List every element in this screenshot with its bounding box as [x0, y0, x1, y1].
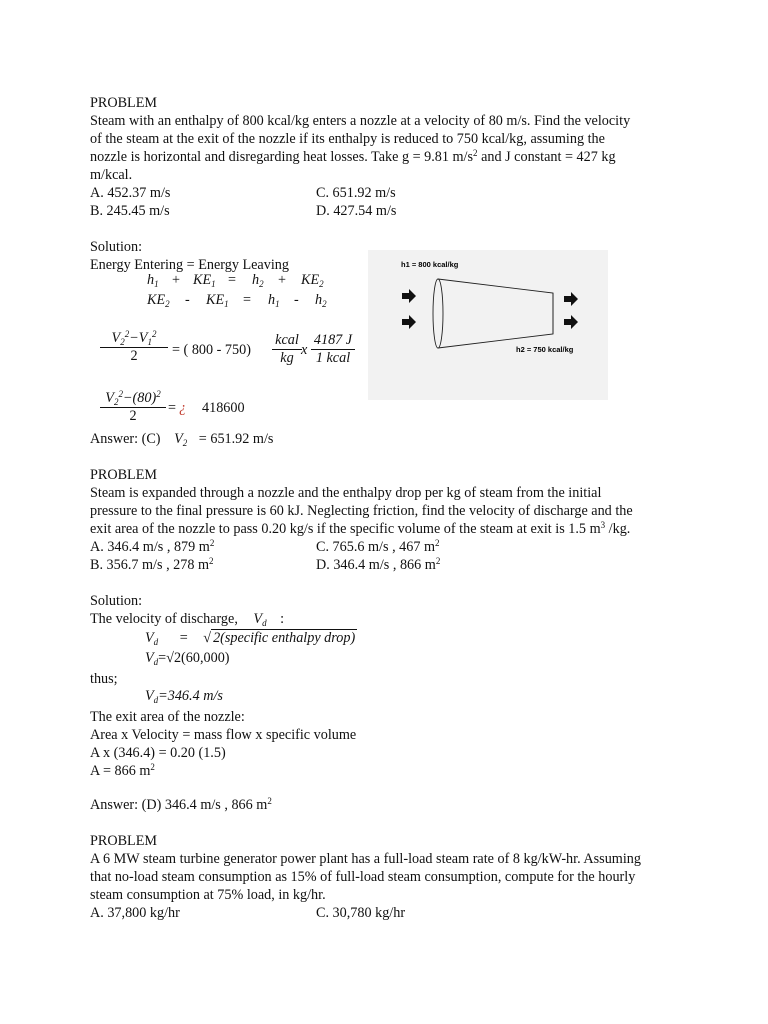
problem3-heading: PROBLEM	[90, 833, 158, 849]
velocity-discharge-intro: The velocity of discharge, $V_d$ :	[90, 611, 285, 628]
h1-label: h1 = 800 kcal/kg	[401, 260, 459, 269]
problem1-text-line: nozzle is horizontal and disregarding heat losses. Take g = 9.81 $m/s^2$ and J constant = 427 kg	[90, 148, 616, 165]
choice-b: B. 245.45 m/s D. 427.54 m/s	[90, 203, 397, 219]
h2-label: h2 = 750 kcal/kg	[516, 345, 574, 354]
problem3-text-line: steam consumption at 75% load, in kg/hr.	[90, 887, 326, 903]
area-relation: Area x Velocity = mass flow x specific volume	[90, 727, 357, 743]
joule-conversion-fraction: 4187 J 1 kcal	[311, 332, 355, 367]
choice-c: C. 30,780 kg/hr	[316, 905, 406, 921]
choice-a: A. 37,800 kg/hr C. 30,780 kg/hr	[90, 905, 406, 921]
nozzle-diagram	[368, 250, 608, 400]
solution2-label: Solution:	[90, 593, 143, 609]
energy-value: 418600	[202, 400, 245, 416]
special-glyph: ¿	[179, 400, 187, 416]
choice-d: D. 346.4 m/s , 866 $m^2$	[316, 556, 441, 573]
velocity-squared-fraction: $\frac{V_2^2-V_1^2}{2}$	[100, 330, 168, 365]
area-calculation: A x (346.4) = 0.20 (1.5)	[90, 745, 226, 761]
unit-fraction: kcal kg	[272, 332, 302, 367]
exit-area-heading: The exit area of the nozzle:	[90, 709, 245, 725]
equals-sign: =	[168, 400, 177, 416]
multiply-sign: x	[301, 342, 308, 358]
problem1-text-line: of the steam at the exit of the nozzle if its enthalpy is reduced to 750 kcal/kg, assuming the	[90, 131, 605, 147]
choice-c: C. 651.92 m/s	[316, 185, 396, 201]
answer1: Answer: (C) $V_2 = 651.92$ m/s	[90, 431, 274, 448]
choice-c: C. 765.6 m/s , 467 $m^2$	[316, 538, 440, 555]
problem3-text-line: that no-load steam consumption as 15% of full-load steam consumption, compute for the hourly	[90, 869, 636, 885]
choice-a: A. 346.4 m/s , 879 $m^2$ C. 765.6 m/s , 467 $m^2$	[90, 538, 440, 555]
choice-a: A. 452.37 m/s C. 651.92 m/s	[90, 185, 396, 201]
problem2-text-line: pressure to the final pressure is 60 kJ. Neglecting friction, find the velocity of discharge and the	[90, 503, 633, 519]
problem2-text-line: Steam is expanded through a nozzle and the enthalpy drop per kg of steam from the initial	[90, 485, 602, 501]
problem2-heading: PROBLEM	[90, 467, 158, 483]
problem1-text-line: Steam with an enthalpy of 800 kcal/kg enters a nozzle at a velocity of 80 m/s. Find the velocity	[90, 113, 631, 129]
velocity-formula: $V_d$ = √ 2(specific enthalpy drop)	[145, 630, 356, 647]
enthalpy-difference: = ( 800 - 750)	[172, 342, 251, 358]
problem3-text-line: A 6 MW steam turbine generator power plant has a full-load steam rate of 8 kg/kW-hr. Assuming	[90, 851, 641, 867]
choice-d: D. 427.54 m/s	[316, 203, 397, 219]
velocity-substitution-fraction: $\frac{V_2^2-(80)^2}{2}$	[100, 390, 166, 425]
solution1-label: Solution:	[90, 239, 143, 255]
answer2: Answer: (D) 346.4 m/s , 866 $m^2$	[90, 796, 272, 813]
energy-balance-statement: Energy Entering = Energy Leaving	[90, 257, 289, 273]
choice-b: B. 356.7 m/s , 278 $m^2$ D. 346.4 m/s , 866 $m^2$	[90, 556, 441, 573]
problem1-text-line: m/kcal.	[90, 167, 133, 183]
problem1-heading: PROBLEM	[90, 95, 158, 111]
problem2-text-line: exit area of the nozzle to pass 0.20 kg/s if the specific volume of the steam at exit is 1.5 $m^3$ /kg.	[90, 520, 631, 537]
velocity-result: $V_d=346.4$ m/s	[145, 688, 223, 705]
thus-text: thus;	[90, 671, 118, 687]
area-result: A = 866 $m^2$	[90, 762, 155, 779]
velocity-substitution: $V_d=√2(60,000)$	[145, 650, 230, 667]
